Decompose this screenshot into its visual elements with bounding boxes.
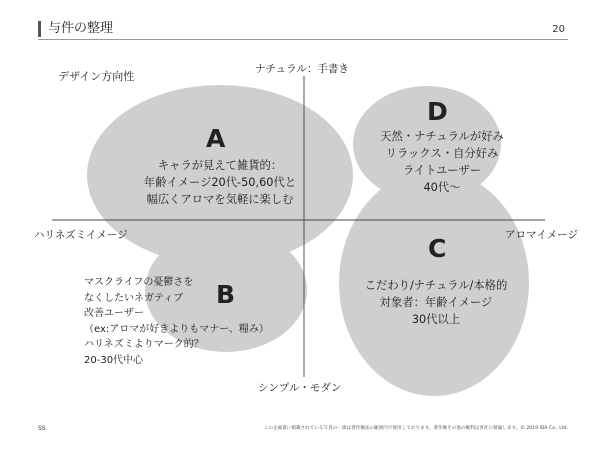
footer-mark: SS [38,425,46,432]
axis-label-top: ナチュラル：手書き [255,63,349,75]
quadrant-d-text [352,128,532,196]
page-number: 20 [552,24,565,35]
quadrant-a-line: 幅広くアロマを気軽に楽しむ [146,193,294,206]
quadrant-a-text [130,157,310,208]
slide-title: 与件の整理 [48,21,114,36]
quadrant-a-line: キャラが見えて雑貨的： [157,159,283,172]
quadrant-d-letter: D [427,97,448,126]
section-label: デザイン方向性 [58,70,135,83]
quadrant-b-line: マスクライフの憂鬱さを [84,277,194,288]
quadrant-a-line: 年齢イメージ20代-50,60代と [143,176,297,189]
quadrant-b-line: 20-30代中心 [84,354,144,366]
axis-label-right: アロマイメージ [505,229,578,241]
quadrant-c-line: こだわり/ナチュラル/本格的 [364,279,508,292]
quadrant-c-line: 対象者：年齢イメージ [379,296,493,309]
quadrant-b-letter: B [216,280,236,309]
axis-label-left: ハリネズミイメージ [34,229,128,241]
quadrant-d-line: 天然・ナチュラルが好み [380,130,504,143]
quadrant-c-letter: C [428,234,447,263]
quadrant-b-text [84,275,269,368]
quadrant-b-line: なくしたいネガティブ [84,292,184,304]
quadrant-d-line: リラックス・自分好み [385,147,499,160]
quadrant-c-text [346,277,526,328]
quadrant-c-line: 30代以上 [411,313,461,326]
quadrant-d-line: ライトユーザー [402,164,482,177]
quadrant-b-line: 改善ユーザー [84,308,144,319]
axis-label-bottom: シンプル・モダン [258,382,342,394]
footer-copyright: この企画書に掲載されている写真の一部は著作権法の範囲内で使用しております。著作権その他の権利は各社に帰属します。© 2019 IDA Co., Ltd. [263,426,568,431]
quadrant-d-line: 40代〜 [423,181,461,194]
quadrant-a-letter: A [206,124,226,153]
quadrant-b-line: ハリネズミよりマーク的？ [84,339,204,350]
quadrant-b-line: （ex:アロマが好きよりもマナー、糧み） [84,323,269,335]
